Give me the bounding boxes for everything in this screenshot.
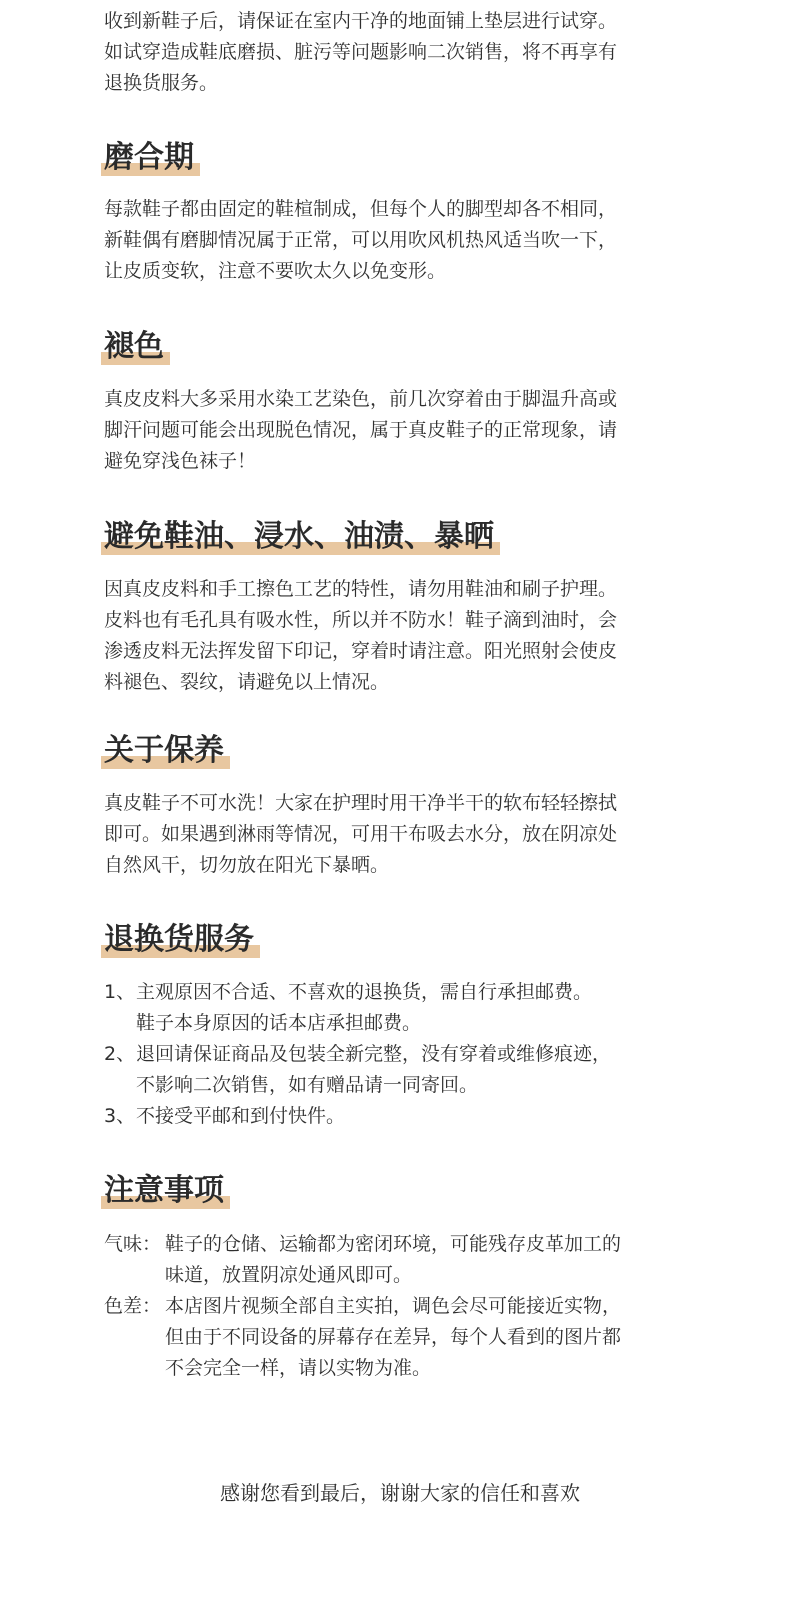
section-line: 新鞋偶有磨脚情况属于正常，可以用吹风机热风适当吹一下， bbox=[104, 229, 618, 251]
section-avoid-body bbox=[104, 574, 684, 698]
note-line: 本店图片视频全部自主实拍，调色会尽可能接近实物， bbox=[165, 1295, 622, 1317]
note-line: 鞋子的仓储、运输都为密闭环境，可能残存皮革加工的 bbox=[165, 1233, 622, 1255]
note-line: 味道，放置阴凉处通风即可。 bbox=[165, 1264, 413, 1286]
list-item-number: 1、 bbox=[104, 981, 136, 1003]
section-care-body bbox=[104, 788, 684, 881]
list-item bbox=[104, 1101, 684, 1132]
list-item-line: 主观原因不合适、不喜欢的退换货，需自行承担邮费。 bbox=[136, 981, 593, 1003]
section-line: 料褪色、裂纹，请避免以上情况。 bbox=[104, 671, 390, 693]
intro-line: 退换货服务。 bbox=[104, 72, 219, 94]
returns-list bbox=[104, 977, 684, 1132]
section-line: 真皮皮料大多采用水染工艺染色，前几次穿着由于脚温升高或 bbox=[104, 388, 618, 410]
notes-list bbox=[104, 1229, 684, 1384]
section-line: 每款鞋子都由固定的鞋楦制成，但每个人的脚型却各不相同， bbox=[104, 198, 618, 220]
section-break-in-body bbox=[104, 194, 684, 287]
section-heading-fading: 褪色 bbox=[104, 327, 170, 367]
note-item bbox=[104, 1291, 684, 1384]
intro-paragraph bbox=[104, 6, 684, 99]
section-line: 真皮鞋子不可水洗！大家在护理时用干净半干的软布轻轻擦拭 bbox=[104, 792, 618, 814]
note-label: 气味： bbox=[104, 1233, 162, 1255]
note-item bbox=[104, 1229, 684, 1291]
section-heading-returns: 退换货服务 bbox=[104, 920, 260, 960]
note-line: 不会完全一样，请以实物为准。 bbox=[165, 1357, 432, 1379]
list-item-number: 3、 bbox=[104, 1105, 136, 1127]
section-returns-heading-wrap bbox=[104, 920, 684, 960]
footer-thanks-text: 感谢您看到最后，谢谢大家的信任和喜欢 bbox=[220, 1481, 580, 1505]
section-heading-care: 关于保养 bbox=[104, 731, 230, 771]
section-line: 脚汗问题可能会出现脱色情况，属于真皮鞋子的正常现象，请 bbox=[104, 419, 618, 441]
list-item-number: 2、 bbox=[104, 1043, 136, 1065]
list-item bbox=[104, 1039, 684, 1101]
list-item-line: 不接受平邮和到付快件。 bbox=[136, 1105, 346, 1127]
section-heading-avoid: 避免鞋油、浸水、油渍、暴晒 bbox=[104, 517, 500, 557]
section-heading-break-in: 磨合期 bbox=[104, 138, 200, 178]
section-avoid-heading-wrap bbox=[104, 517, 684, 557]
list-item-line: 不影响二次销售，如有赠品请一同寄回。 bbox=[136, 1074, 479, 1096]
intro-line: 收到新鞋子后，请保证在室内干净的地面铺上垫层进行试穿。 bbox=[104, 10, 618, 32]
section-line: 渗透皮料无法挥发留下印记，穿着时请注意。阳光照射会使皮 bbox=[104, 640, 618, 662]
section-fading-heading-wrap bbox=[104, 327, 684, 367]
note-label: 色差： bbox=[104, 1295, 162, 1317]
list-item-line: 鞋子本身原因的话本店承担邮费。 bbox=[136, 1012, 422, 1034]
section-care-heading-wrap bbox=[104, 731, 684, 771]
section-line: 皮料也有毛孔具有吸水性，所以并不防水！鞋子滴到油时，会 bbox=[104, 609, 618, 631]
section-line: 自然风干，切勿放在阳光下暴晒。 bbox=[104, 854, 390, 876]
section-line: 因真皮皮料和手工擦色工艺的特性，请勿用鞋油和刷子护理。 bbox=[104, 578, 618, 600]
section-line: 让皮质变软，注意不要吹太久以免变形。 bbox=[104, 260, 447, 282]
section-break-in-heading-wrap bbox=[104, 138, 684, 178]
section-notes-heading-wrap bbox=[104, 1171, 684, 1211]
intro-line: 如试穿造成鞋底磨损、脏污等问题影响二次销售，将不再享有 bbox=[104, 41, 618, 63]
list-item-line: 退回请保证商品及包装全新完整，没有穿着或维修痕迹， bbox=[136, 1043, 612, 1065]
list-item bbox=[104, 977, 684, 1039]
note-line: 但由于不同设备的屏幕存在差异，每个人看到的图片都 bbox=[165, 1326, 622, 1348]
section-heading-notes: 注意事项 bbox=[104, 1171, 230, 1211]
section-line: 避免穿浅色袜子！ bbox=[104, 450, 257, 472]
section-fading-body bbox=[104, 384, 684, 477]
section-line: 即可。如果遇到淋雨等情况，可用干布吸去水分，放在阴凉处 bbox=[104, 823, 618, 845]
